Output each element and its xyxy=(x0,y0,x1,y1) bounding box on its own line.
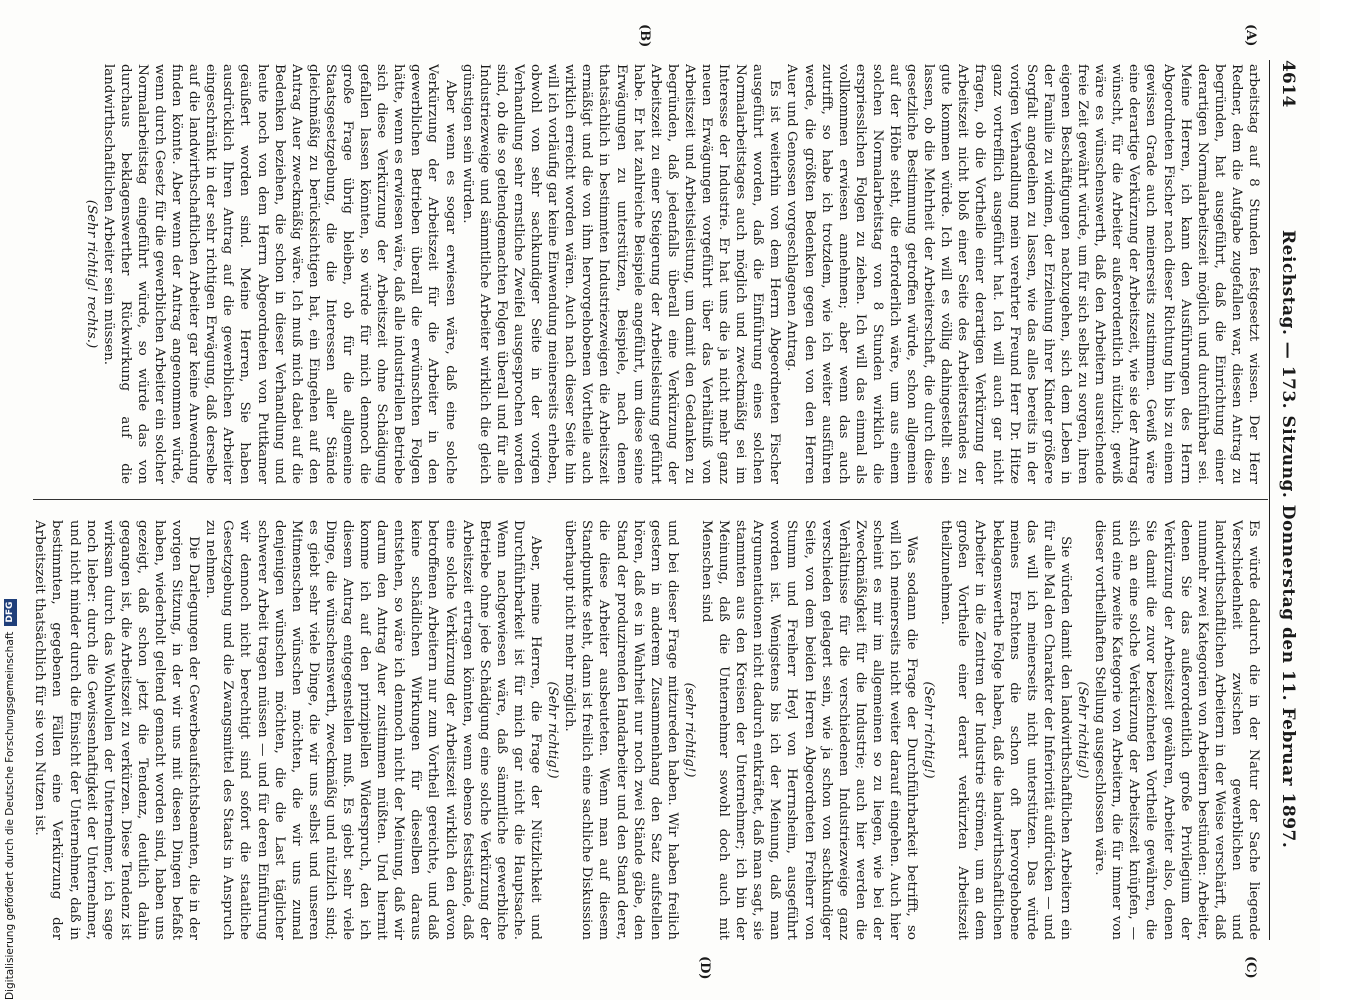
paragraph: Es würde dadurch die in der Natur der Sache liegende Verschiedenheit zwischen gewerblichen und landwirthschaftlichen Arbeitern in der Weise verschärft, daß nunmehr zwei Kategorien von Arbeitern bestünden: Arbeiter, denen Sie das außerordentlich große Privilegium der Verkürzung der Arbeitszeit gewähren, Arbeiter also, denen Sie damit die zuvor bezeichneten Vortheile gewähren, die sich an eine solche Verkürzung der Arbeitszeit knüpfen, — und eine zweite Kategorie von Arbeitern, die für immer von dieser vortheilhaften Stellung ausgeschlossen wäre. xyxy=(1092,520,1261,940)
interjection: (Sehr richtig!) xyxy=(921,681,937,779)
paragraph: Es ist weiterhin von dem Herrn Abgeordneten Fischer ausgeführt worden, daß die Einführung eines solchen Normalarbeitstages auch möglich und zweckmäßig sei im Interesse der Industrie. Er hat uns die ja nicht mehr ganz neuen Erwägungen vorgeführt über das Verhältniß von Arbeitszeit und Arbeitsleistung, um damit den Gedanken zu begründen, daß jedenfalls überall eine Verkürzung der Arbeitszeit zu einer Steigerung der Arbeitsleistung geführt habe. Er hat zahlreiche Beispiele angeführt, um diese seine Erwägungen zu unterstützen, Beispiele, nach denen thatsächlich in bestimmten Industriezweigen die Arbeitszeit ermäßigt und die von ihm hervorgehobenen Vortheile auch wirklich erreicht worden wären. Auch nach dieser Seite hin will ich vorläufig gar keine Einwendung meinerseits erheben, obwohl von sehr sachkundiger Seite in der vorigen Verhandlung sehr ernstliche Zweifel ausgesprochen worden sind, ob die so geltendgemachten Folgen überall und für alle Industriezweige und sämmtliche Arbeiter wirklich die gleich günstigen sein würden. xyxy=(459,64,783,484)
column-divider xyxy=(33,499,1268,500)
margin-mark-b: (B) xyxy=(637,24,652,48)
paragraph: Die Darlegungen der Gewerbeaufsichtsbeamten, die in der vorigen Sitzung, in der wir uns mit diesen Dingen befaßt haben, wiederholt geltend gemacht worden sind, haben uns gezeigt, daß schon jetzt die Tendenz, deutlich dahin gegangen ist, die Arbeitszeit zu verkürzen. Diese Tendenz ist wirksam durch das Wohlwollen der Unternehmer, ich sage noch lieber: durch die Gewissenhaftigkeit der Unternehmer, und nicht minder durch die Einsicht der Unternehmer, daß in bestimmten, gegebenen Fällen eine Verkürzung der Arbeitszeit thatsächlich für sie von Nutzen ist. xyxy=(32,520,202,940)
paragraph: Aber wenn es sogar erwiesen wäre, daß eine solche Verkürzung der Arbeitszeit für die Arbeiter in den gewerblichen Betrieben überall die erwünschten Folgen hätte, wenn es erwiesen wäre, daß alle industriellen Betriebe sich diese Verkürzung der Arbeitszeit ohne Schädigung gefallen lassen könnten, so würde für mich dennoch die große Frage übrig bleiben, ob für die allgemeine Staatsgesetzgebung, die die Interessen aller Stände gleichmäßig zu berücksichtigen hat, ein Eingehen auf den Antrag Auer zweckmäßig wäre. Ich muß mich dabei auf die Bedenken beziehen, die schon in dieser Verhandlung und heute noch von dem Herrn Abgeordneten von Puttkamer geäußert worden sind. Meine Herren, Sie haben ausdrücklich Ihren Antrag auf die gewerblichen Arbeiter eingeschränkt in der sehr richtigen Erwägung, daß derselbe auf die landwirthschaftlichen Arbeiter gar keine Anwendung finden könnte. Aber wenn der Antrag angenommen würde, wenn durch Gesetz für die gewerblichen Arbeiter ein solcher Normalarbeitstag eingeführt würde, so würde das von durchaus beklagenswerther Rückwirkung auf die landwirthschaftlichen Arbeiter sein müssen. xyxy=(100,64,458,484)
paragraph: arbeitstag auf 8 Stunden festgesetzt wissen. Der Herr Redner, dem die Aufgabe zugefallen war, diesen Antrag zu begründen, hat ausgeführt, daß die Einrichtung einer derartigen Normalarbeitszeit möglich und durchführbar sei. Meine Herren, ich kann den Ausführungen des Herrn Abgeordneten Fischer nach dieser Richtung hin bis zu einem gewissen Grade auch meinerseits zustimmen. Gewiß wäre eine derartige Verkürzung der Arbeitszeit, wie sie der Antrag wünscht, für die Arbeiter außerordentlich nützlich; gewiß wäre es wünschenswerth, daß den Arbeitern ausreichende freie Zeit gewährt würde, um für sich selbst zu sorgen, ihren eigenen Beschäftigungen nachzugehen, sich dem Leben in der Familie zu widmen, der Erziehung ihrer Kinder größere Sorgfalt angedeihen zu lassen, wie das alles bereits in der vorigen Verhandlung mein verehrter Freund Herr Dr. Hitze ganz vortrefflich ausgeführt hat. Ich will auch gar nicht fragen, ob die Vortheile einer derartigen Verkürzung der Arbeitszeit nicht bloß einer Seite des Arbeiterstandes zu gute kommen würde. Ich will es völlig dahingestellt sein lassen, ob die Mehrheit der Arbeiterschaft, die durch diese gesetzliche Bestimmung getroffen würde, schon allgemein auf der Höhe steht, die erforderlich wäre, um aus einem solchen Normalarbeitstag von 8 Stunden wirklich die erspriesslichen Folgen zu ziehen. Ich will das einmal als vollkommen erwiesen annehmen; aber wenn das auch zutrifft, so habe ich trotzdem, wie ich weiter ausführen werde, die größten Bedenken gegen den von den Herren Auer und Genossen vorgeschlagenen Antrag. xyxy=(784,64,1261,484)
margin-mark-d: (D) xyxy=(697,956,712,980)
paragraph: Aber, meine Herren, die Frage der Nützlichkeit und Durchführbarkeit ist für mich gar nicht die Hauptsache. Wenn nachgewiesen wäre, daß sämmtliche gewerbliche Betriebe ohne jede Schädigung eine solche Verkürzung der Arbeitszeit ertragen könnten, wenn ebenso feststände, daß eine solche Verkürzung der Arbeitszeit wirklich den davon betroffenen Arbeitern nur zum Vortheil gereichte, und daß keine schädlichen Wirkungen für dieselben daraus entstehen, so wäre ich dennoch nicht der Meinung, daß wir darum den Antrag Auer zustimmen müßten. Und hiermit komme ich auf den prinzipiellen Widerspruch, den ich diesem Antrag entgegenstellen muß. Es giebt sehr viele Dinge, die wünschenswerth, zweckmäßig und nützlich sind; es giebt sehr viele Dinge, die wir uns selbst und unseren Mitmenschen wünschen möchten, die wir uns zumal denjenigen wünschen möchten, die die Last täglicher schwerer Arbeit tragen müssen — und für deren Einführung wir dennoch nicht berechtigt sind sofort die staatliche Gesetzgebung und die Zwangsmittel des Staats in Anspruch zu nehmen. xyxy=(203,520,544,940)
margin-mark-a: (A) xyxy=(1243,24,1258,47)
dfg-logo: DFG xyxy=(4,599,17,626)
interjection: (Sehr richtig!) xyxy=(545,681,561,779)
right-column xyxy=(32,520,1262,940)
interjection: (Sehr richtig! rechts.) xyxy=(83,199,99,349)
left-column xyxy=(32,64,1262,484)
page-number: 4614 xyxy=(1278,60,1298,108)
paragraph: und bei dieser Frage mitzureden haben. Wir haben freilich gestern in anderem Zusammenhang den Satz aufstellen hören, daß es in Wahrheit nur noch zwei Stände gäbe, den Stand der produzirenden Handarbeiter und den Stand derer, die diese Arbeiter ausbeuteten. Wenn man auf diesem Standpunkte steht, dann ist freilich eine sachliche Diskussion überhaupt nicht mehr möglich. xyxy=(562,520,680,940)
page-header xyxy=(1272,60,1298,940)
interjection: (Sehr richtig!) xyxy=(1075,681,1091,779)
margin-mark-c: (C) xyxy=(1243,956,1258,979)
page-header-title: Reichstag. — 173. Sitzung. Donnerstag den 11. Februar 1897. xyxy=(1278,230,1298,849)
paragraph: Sie würden damit den landwirthschaftlichen Arbeitern ein für alle Mal den Charakter der Inferiorität aufdrücken — und das will ich meinerseits nicht unterstützen. Das würde meines Erachtens die schon oft hervorgehobene beklagenswerthe Folge haben, daß die landwirthschaftlichen Arbeiter in die Zentren der Industrie strömen, um an dem großen Vortheile einer derart verkürzten Arbeitszeit theilzunehmen. xyxy=(938,520,1073,940)
paragraph: Was sodann die Frage der Durchführbarkeit betrifft, so will ich meinerseits nicht weiter darauf eingehen. Auch hier scheint es mir im allgemeinen so zu liegen, wie bei der Zweckmäßigkeit für die Industrie; auch hier werden die Verhältnisse für die verschiedenen Industriezweige ganz verschieden gelagert sein, wie ja schon von sachkundiger Seite, von dem beiden Herren Abgeordneten Freiherr von Stumm und Freiherr Heyl von Herrnsheim, ausgeführt worden ist. Wenigstens bis ich der Meinung, daß man Argumentationen nicht dadurch entkräftet, daß man sagt, sie stammten aus den Kreisen der Unternehmer; ich bin der Meinung, daß die Unternehmer sowohl doch auch mit Menschen sind xyxy=(699,520,920,940)
attribution-strip xyxy=(2,0,18,1000)
header-rule xyxy=(1269,60,1270,940)
attribution-text: Digitalisierung gefördert durch die Deutsche Forschungsgemeinschaft xyxy=(4,631,16,1000)
interjection: (sehr richtig!) xyxy=(681,682,697,778)
